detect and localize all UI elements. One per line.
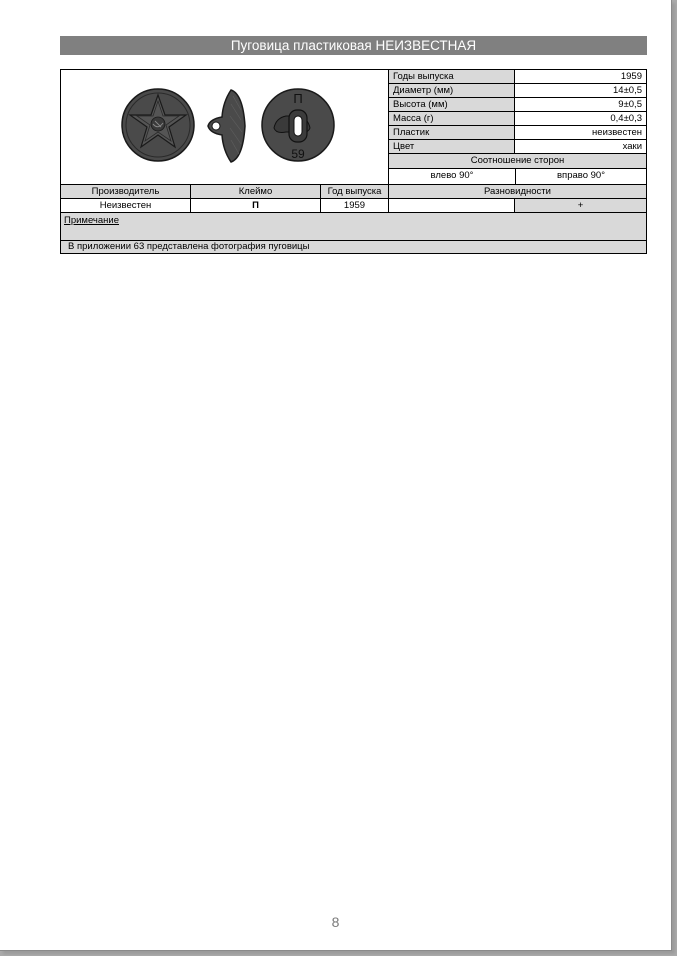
header-maker: Производитель <box>61 185 191 198</box>
ratio-header: Соотношение сторон <box>389 154 646 169</box>
note-label: Примечание <box>61 213 646 241</box>
page-title: Пуговица пластиковая НЕИЗВЕСТНАЯ <box>60 36 647 55</box>
ratio-left: влево 90° <box>389 169 516 184</box>
button-drawing-icon <box>61 70 389 182</box>
prop-row-mass: Масса (г) 0,4±0,3 <box>389 112 646 126</box>
note-text: В приложении 63 представлена фотография пуговицы <box>61 241 646 253</box>
prop-row-height: Высота (мм) 9±0,5 <box>389 98 646 112</box>
cell-variant-a <box>389 199 515 212</box>
table-header-row <box>61 185 646 199</box>
cell-year: 1959 <box>321 199 389 212</box>
page-number: 8 <box>331 914 340 930</box>
header-year: Год выпуска <box>321 185 389 198</box>
button-illustration <box>61 70 389 184</box>
header-variants: Разновидности <box>389 185 646 198</box>
prop-row-color: Цвет хаки <box>389 140 646 154</box>
ratio-right: вправо 90° <box>557 170 605 181</box>
prop-row-years: Годы выпуска 1959 <box>389 70 646 84</box>
table-row <box>61 199 646 213</box>
cell-mark: П <box>191 199 321 212</box>
cell-maker: Неизвестен <box>61 199 191 212</box>
properties-table <box>389 70 646 184</box>
back-mark-number: 59 <box>291 147 305 161</box>
button-front-view <box>122 89 194 161</box>
ratio-row <box>389 169 646 184</box>
button-back-view <box>262 89 334 161</box>
button-card <box>60 69 647 254</box>
prop-row-diameter: Диаметр (мм) 14±0,5 <box>389 84 646 98</box>
header-mark: Клеймо <box>191 185 321 198</box>
button-side-view <box>208 90 245 162</box>
back-mark-letter: П <box>293 91 303 106</box>
prop-row-plastic: Пластик неизвестен <box>389 126 646 140</box>
cell-variant-b: + <box>515 199 646 212</box>
